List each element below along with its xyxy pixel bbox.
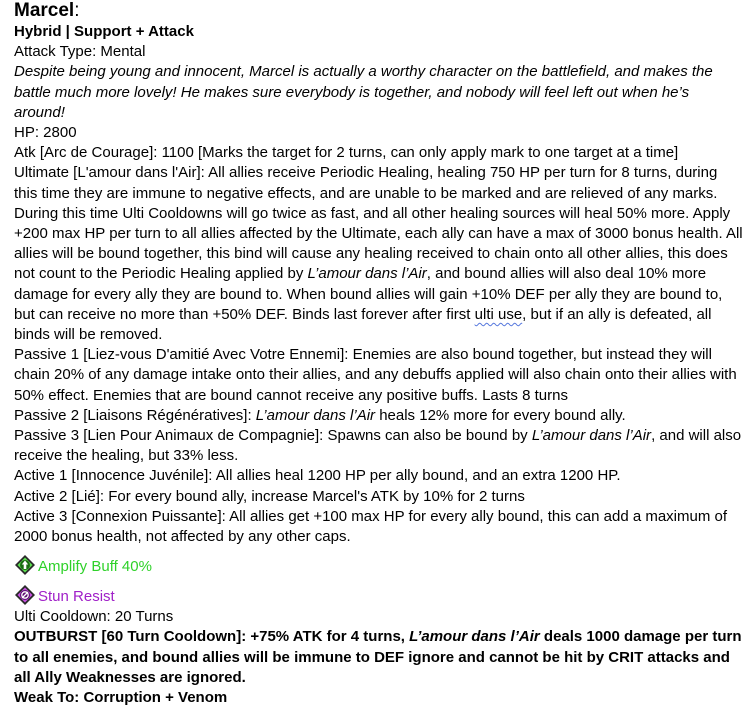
active-2: Active 2 [Lié]: For every bound ally, increase Marcel's ATK by 10% for 2 turns [14,487,525,505]
amplify-buff-label: Amplify Buff 40% [38,558,152,576]
passive-2-text-after: heals 12% more for every bound ally. [375,406,626,424]
character-role: Hybrid | Support + Attack [14,23,194,40]
ultimate-text-1: Ultimate [L'amour dans l'Air]: All allies receive Periodic Healing, healing 750 HP per turn for 8 turns, during this time they are immune to negative effects, and are unable to be marked and are relieved of any marks. During this time Ulti Cooldowns will go twice as fast, and all other healing sources will heal 50% more. Apply +200 max HP per turn to all allies affected by the Ultimate, each ally can have a max of 3000 bonus health. All allies will be bound together, this bind will cause any healing received to chain onto all other allies, this does not count to the Periodic Healing applied by [14,164,743,283]
ultimate-text-2: , and bound allies will also deal 10% more damage for every ally they are bound to. When bound allies will gain +10% DEF per ally they are bound to, but can receive no more than +50% DEF. Binds last forever after first [14,265,723,323]
passive-3 [14,426,743,466]
passive-2 [14,406,743,426]
passive-3-italic: L’amour dans l’Air [531,427,652,445]
stun-resist-row [14,577,743,607]
atk-stat: Atk [Arc de Courage]: 1100 [Marks the target for 2 turns, can only apply mark to one target at a time] [14,144,679,162]
passive-3-text-after: , and will also receive the healing, but 33% less. [14,427,742,465]
spellcheck-underlined-text[interactable]: ulti use [474,305,523,323]
passive-1: Passive 1 [Liez-vous D'amitié Avec Votre Ennemi]: Enemies are also bound together, but instead they will chain 20% of any damage intake onto their allies, and any debuffs applied will also chain onto their allies with 50% effect. Enemies that are bound cannot receive any positive buffs. Lasts 8 turns [14,346,737,404]
ultimate-text-3: , but if an ally is defeated, all binds will be removed. [14,305,712,344]
character-name: Marcel [14,0,75,21]
passive-3-text: Passive 3 [Lien Pour Animaux de Compagnie]: Spawns can also be bound by [14,427,532,445]
outburst-italic: L’amour dans l’Air [409,628,540,646]
stun-resist-icon [14,584,36,606]
title-colon: : [74,0,80,21]
hp-stat: HP: 2800 [14,124,77,142]
character-title [14,0,743,22]
outburst-text-after: deals 1000 damage per turn to all enemies, and bound allies will be immune to DEF ignore and cannot be hit by CRIT attacks and all Ally Weaknesses are ignored. [14,628,742,686]
active-1: Active 1 [Innocence Juvénile]: All allies heal 1200 HP per ally bound, and an extra 1200 HP. [14,467,621,485]
ultimate-italic-name: L’amour dans l’Air [307,265,427,283]
weakness: Weak To: Corruption + Venom [14,689,228,707]
active-3: Active 3 [Connexion Puissante]: All allies get +100 max HP for every ally bound, this can add a maximum of 2000 bonus health, not affected by any other caps. [14,507,728,546]
passive-2-text: Passive 2 [Liaisons Régénératives]: [14,406,256,424]
outburst-ability [14,627,743,688]
amplify-buff-icon [14,554,36,576]
outburst-text: OUTBURST [60 Turn Cooldown]: +75% ATK for 4 turns, [14,628,410,646]
attack-type: Attack Type: Mental [14,43,146,61]
passive-2-italic: L’amour dans l’Air [255,406,376,424]
character-description: Despite being young and innocent, Marcel is actually a worthy character on the battlefield, and makes the battle much more lovely! He makes sure everybody is together, and nobody will feel left out when he’s around! [14,63,713,121]
ultimate-ability [14,163,743,345]
amplify-buff-row [14,547,743,577]
stun-resist-label: Stun Resist [38,588,115,606]
ulti-cooldown: Ulti Cooldown: 20 Turns [14,608,174,626]
